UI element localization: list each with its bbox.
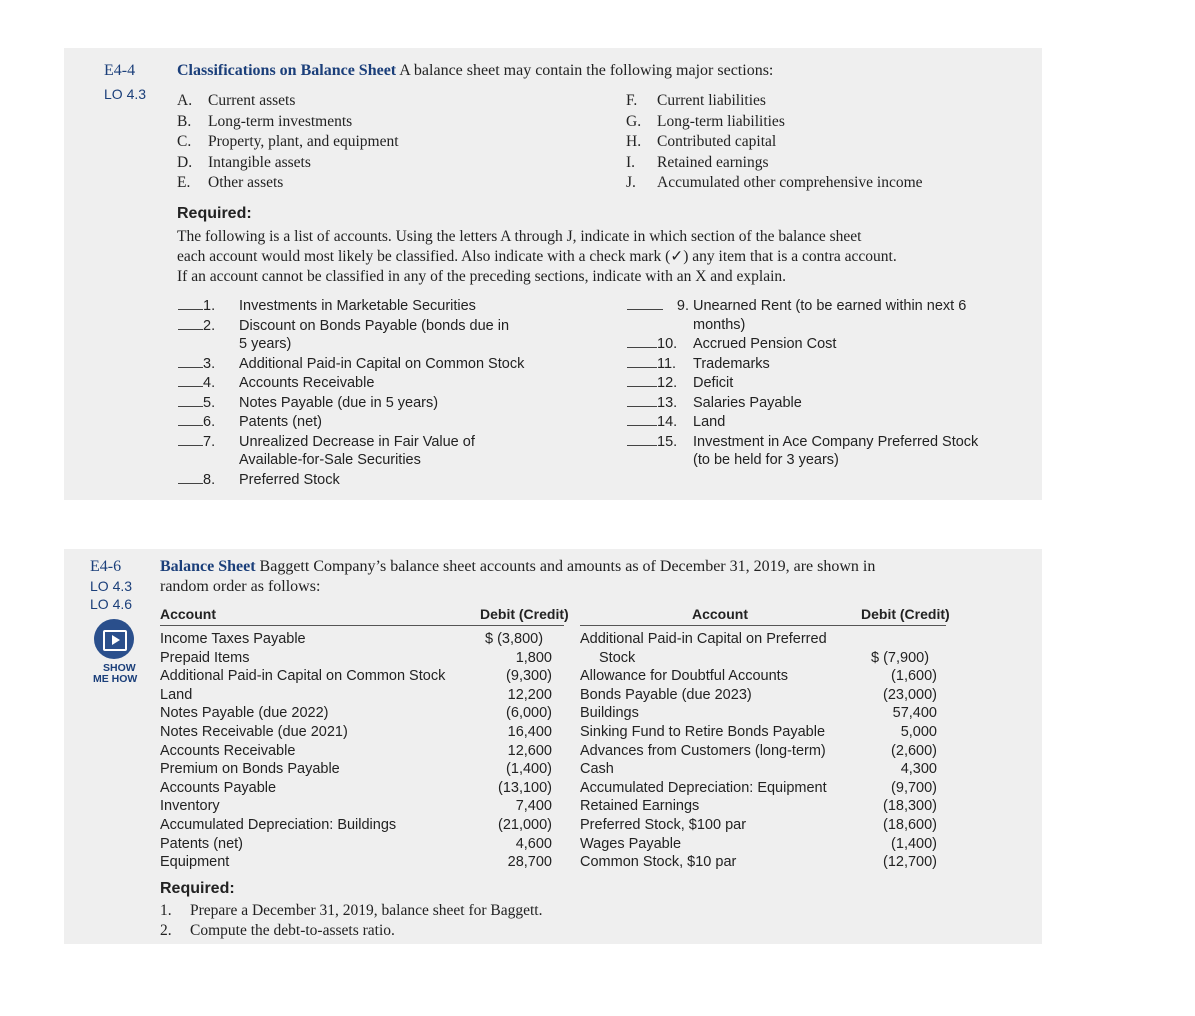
table-cell: (18,600) [882, 816, 937, 833]
account-list-right [627, 296, 978, 470]
required-heading: Required: [177, 205, 252, 222]
table-cell: Preferred Stock, $100 par [580, 816, 747, 833]
list-item-continuation: 5 years) [239, 336, 292, 352]
list-item: 15. Investment in Ace Company Preferred Stock [627, 432, 978, 452]
table-right-accounts [580, 630, 827, 872]
table-cell: Retained Earnings [580, 798, 700, 815]
account-list-left [178, 296, 524, 489]
section-item: A. Current assets [177, 92, 296, 109]
table-cell: (13,100) [497, 779, 552, 796]
list-item: 2. Compute the debt-to-assets ratio. [160, 922, 395, 939]
table-cell: Additional Paid-in Capital on Preferred [580, 631, 827, 647]
list-item-continuation: (to be held for 3 years) [693, 452, 839, 468]
column-header-debit-left: Debit (Credit) [480, 606, 569, 622]
list-item: 8. Preferred Stock [178, 470, 524, 490]
table-cell: Accumulated Depreciation: Equipment [580, 779, 827, 796]
table-cell: Allowance for Doubtful Accounts [580, 668, 788, 685]
answer-blank[interactable] [178, 316, 203, 330]
list-item: 3. Additional Paid-in Capital on Common Stock [178, 354, 524, 374]
table-cell: (23,000) [882, 686, 937, 703]
table-cell: (1,400) [506, 761, 552, 778]
section-item: C. Property, plant, and equipment [177, 133, 399, 150]
list-item: 1. Prepare a December 31, 2019, balance sheet for Baggett. [160, 902, 543, 919]
header-rule-right [580, 625, 946, 626]
table-cell: 5,000 [900, 723, 937, 740]
section-item: J. Accumulated other comprehensive income [626, 174, 923, 191]
column-header-debit-right: Debit (Credit) [861, 606, 950, 622]
exercise-title-line2: random order as follows: [160, 578, 321, 595]
learning-objective: LO 4.3 [90, 578, 133, 594]
table-cell: Prepaid Items [160, 649, 250, 666]
section-item: B. Long-term investments [177, 112, 353, 130]
answer-blank[interactable] [627, 432, 657, 446]
answer-blank[interactable] [627, 296, 663, 310]
table-cell: (21,000) [497, 816, 552, 833]
answer-blank[interactable] [627, 393, 657, 407]
list-item: 11. Trademarks [627, 354, 978, 374]
table-cell: (1,400) [891, 835, 937, 852]
table-cell: Notes Payable (due 2022) [160, 705, 329, 722]
table-cell: 1,800 [515, 649, 552, 666]
table-cell: Accounts Receivable [160, 742, 296, 759]
table-cell: 12,600 [507, 742, 552, 759]
list-item: 9. Unearned Rent (to be earned within next 6 [627, 296, 978, 316]
table-cell: 16,400 [507, 723, 552, 740]
section-item: H. Contributed capital [626, 133, 777, 150]
table-cell: (1,600) [891, 668, 937, 685]
table-cell: $ (7,900) [871, 649, 930, 666]
section-item: E. Other assets [177, 174, 284, 191]
section-item: G. Long-term liabilities [626, 112, 785, 130]
list-item-continuation: Available-for-Sale Securities [239, 452, 421, 468]
answer-blank[interactable] [178, 393, 203, 407]
required-line: If an account cannot be classified in any of the preceding sections, indicate with an X and explain. [177, 268, 787, 285]
learning-objective: LO 4.3 [104, 86, 147, 102]
list-item: 5. Notes Payable (due in 5 years) [178, 393, 524, 413]
exercise-title-text: A balance sheet may contain the following major sections: [396, 62, 774, 79]
list-item-continuation: months) [693, 316, 746, 333]
table-cell: 12,200 [507, 686, 552, 703]
answer-blank[interactable] [178, 354, 203, 368]
answer-blank[interactable] [178, 432, 203, 446]
answer-blank[interactable] [627, 334, 657, 348]
answer-blank[interactable] [627, 412, 657, 426]
table-cell: 4,300 [900, 761, 937, 778]
list-item: 7. Unrealized Decrease in Fair Value of [178, 432, 524, 452]
table-cell: (12,700) [882, 854, 937, 871]
table-cell: Bonds Payable (due 2023) [580, 686, 752, 703]
exercise-title [160, 557, 875, 597]
table-right-amounts [840, 649, 937, 872]
table-cell: Wages Payable [580, 835, 682, 852]
table-cell: 28,700 [507, 854, 552, 871]
table-cell: Cash [580, 761, 614, 778]
section-item: F. Current liabilities [626, 92, 766, 109]
table-cell: Additional Paid-in Capital on Common Stock [160, 668, 446, 685]
header-rule-left [160, 625, 564, 626]
table-cell: Advances from Customers (long-term) [580, 742, 826, 759]
required-list [160, 901, 542, 941]
list-item: 10. Accrued Pension Cost [627, 334, 978, 354]
table-cell: $ (3,800) [485, 631, 544, 647]
list-item: 12. Deficit [627, 373, 978, 393]
table-cell: Accumulated Depreciation: Buildings [160, 816, 397, 833]
table-cell: (18,300) [882, 798, 937, 815]
table-cell: 4,600 [515, 835, 552, 852]
list-item: 13. Salaries Payable [627, 393, 978, 413]
required-line: each account would most likely be classified. Also indicate with a check mark (✓) any item that is a contra account. [177, 248, 897, 265]
section-item: I. Retained earnings [626, 153, 769, 171]
required-paragraph [177, 227, 897, 287]
show-me-how-video-button[interactable] [94, 619, 134, 659]
table-cell: (9,700) [891, 779, 937, 796]
exercise-number: E4-4 [104, 62, 136, 79]
section-item: D. Intangible assets [177, 153, 311, 171]
table-left-amounts [455, 630, 552, 872]
answer-blank[interactable] [178, 412, 203, 426]
exercise-number: E4-6 [90, 558, 122, 575]
table-cell: Stock [599, 649, 636, 666]
exercise-title-bold: Classifications on Balance Sheet [177, 62, 397, 79]
learning-objective: LO 4.6 [90, 596, 133, 612]
table-cell: Premium on Bonds Payable [160, 761, 340, 778]
table-cell: (2,600) [891, 742, 937, 759]
list-item: 2. Discount on Bonds Payable (bonds due in [178, 316, 524, 336]
table-cell: 57,400 [892, 705, 937, 722]
list-item: 14. Land [627, 412, 978, 432]
table-cell: Inventory [160, 798, 220, 815]
table-cell: (9,300) [506, 668, 552, 685]
column-header-account-left: Account [160, 606, 216, 622]
required-line: The following is a list of accounts. Using the letters A through J, indicate in which section of the balance sheet [177, 228, 862, 245]
column-header-account-right: Account [692, 606, 748, 622]
show-me-how-label[interactable]: SHOW ME HOW [93, 662, 138, 685]
table-cell: Accounts Payable [160, 779, 277, 796]
table-cell: 7,400 [515, 798, 552, 815]
exercise-title-bold: Balance Sheet [160, 558, 256, 575]
table-cell: Buildings [580, 705, 639, 722]
table-cell: Patents (net) [160, 835, 244, 852]
exercise-title [177, 62, 773, 80]
list-item: 6. Patents (net) [178, 412, 524, 432]
table-cell: Common Stock, $10 par [580, 854, 737, 871]
sections-left-list [177, 91, 399, 194]
table-cell: Notes Receivable (due 2021) [160, 723, 348, 740]
table-left-accounts [160, 630, 445, 872]
exercise-title-text: Baggett Company’s balance sheet accounts and amounts as of December 31, 2019, are shown in [255, 558, 876, 575]
answer-blank[interactable] [627, 373, 657, 387]
answer-blank[interactable] [627, 354, 657, 368]
required-heading: Required: [160, 880, 235, 897]
table-cell: Income Taxes Payable [160, 631, 306, 647]
table-cell: (6,000) [506, 705, 552, 722]
play-video-icon [103, 630, 127, 651]
table-cell: Land [160, 686, 193, 703]
sections-right-list [626, 91, 923, 194]
answer-blank[interactable] [178, 296, 203, 310]
answer-blank[interactable] [178, 373, 203, 387]
table-cell: Sinking Fund to Retire Bonds Payable [580, 723, 826, 740]
list-item: 4. Accounts Receivable [178, 373, 524, 393]
list-item: 1. Investments in Marketable Securities [178, 296, 524, 316]
table-cell: Equipment [160, 854, 230, 871]
answer-blank[interactable] [178, 470, 203, 484]
